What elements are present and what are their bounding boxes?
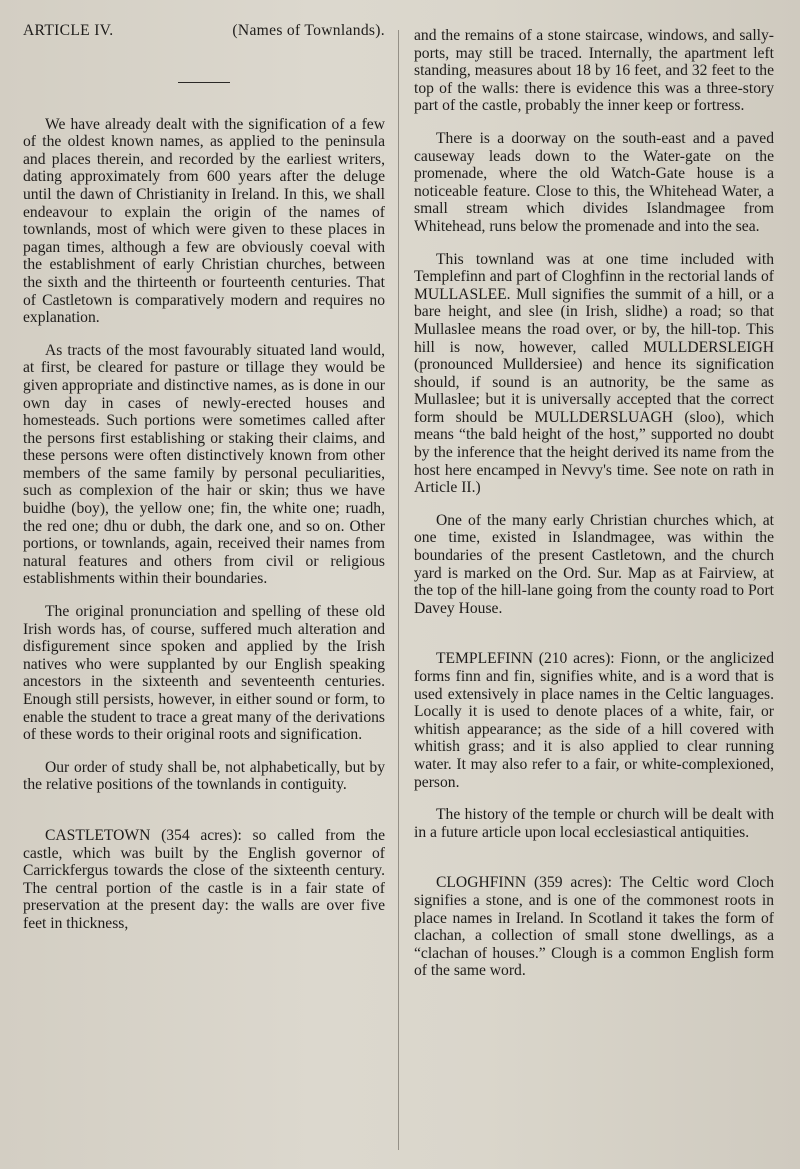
paragraph-templefinn: TEMPLEFINN (210 acres): Fionn, or the anglicized forms finn and fin, signifies white, and is a word that is used extensively in place names in the Celtic languages. Locally it is used to denote places of a white, fair, or whitish appearance; as the side of a hill covered with whitish grass; and it is also applied to clear running water. It may also refer to a fair, or white-complexioned, person.	[414, 650, 774, 791]
article-number: ARTICLE IV.	[23, 22, 114, 39]
paragraph-castletown: CASTLETOWN (354 acres): so called from the castle, which was built by the English governor of Carrickfergus towards the close of the sixteenth century. The central portion of the castle is in a fair state of preservation at the present day: the walls are over five feet in thickness,	[23, 826, 385, 932]
paragraph-pronunciation: The original pronunciation and spelling of these old Irish words has, of course, suffered much alteration and disfigurement since spoken and applied by the Irish natives who were supplanted by our English speaking ancestors in the sixteenth and seventeenth centuries. Enough still persists, however, in either sound or form, to enable the student to trace a great many of the derivations of these words to their original roots and signification.	[23, 603, 385, 744]
paragraph-cloghfinn: CLOGHFINN (359 acres): The Celtic word Cloch signifies a stone, and is one of the commonest roots in place names in Ireland. In Scotland it takes the form of clachan, a collection of small stone dwellings, as a “clachan of houses.” Clough is a common English form of the same word.	[414, 874, 774, 980]
section-gap	[23, 809, 385, 827]
paragraph-doorway: There is a doorway on the south-east and a paved causeway leads down to the Water-gate on the promenade, where the old Watch-Gate house is a noticeable feature. Close to this, the Whitehead Water, a small stream which divides Islandmagee from Whitehead, runs below the promenade and into the sea.	[414, 129, 774, 235]
paragraph-order: Our order of study shall be, not alphabetically, but by the relative positions of the townlands in contiguity.	[23, 758, 385, 794]
article-subject: (Names of Townlands).	[232, 22, 385, 39]
paragraph-castle-continued: and the remains of a stone staircase, windows, and sally-ports, may still be traced. Internally, the apartment left standing, measures about 18 by 16 feet, and 32 feet to the top of the walls: there is evidence this was a three-story part of the castle, probably the inner keep or fortress.	[414, 27, 774, 115]
article-heading	[23, 22, 385, 40]
right-column	[414, 27, 774, 995]
paragraph-tracts: As tracts of the most favourably situated land would, at first, be cleared for pasture or tillage they would be given appropriate and distinctive names, as is done in our own day in cases of newly-erected houses and homesteads. Such portions were sometimes called after the persons first establishing or staking their claims, and these persons were often distinctively known from other members of the same family by personal peculiarities, such as complexion of the hair or skin; thus we have buidhe (boy), the yellow one; fin, the white one; ruadh, the red one; dhu or dubh, the dark one, and so on. Other portions, or townlands, again, received their names from natural features and others from civil or religious establishments within their boundaries.	[23, 341, 385, 588]
paragraph-intro: We have already dealt with the signification of a few of the oldest known names, as applied to the peninsula and places therein, and recorded by the earliest writers, dating approximately from 600 years after the deluge until the dawn of Christianity in Ireland. In this, we shall endeavour to explain the origin of the names of townlands, most of which were given to these places in pagan times, although a few are obviously coeval with the establishment of early Christian churches, between the sixth and the thirteenth or fourteenth centuries. That of Castletown is comparatively modern and requires no explanation.	[23, 115, 385, 327]
column-divider	[398, 30, 399, 1150]
left-column	[23, 22, 385, 948]
paragraph-temple-history: The history of the temple or church will be dealt with in a future article upon local ecclesiastical antiquities.	[414, 806, 774, 841]
heading-divider	[178, 82, 230, 83]
paragraph-mullaslee: This townland was at one time included with Templefinn and part of Cloghfinn in the rectorial lands of MULLASLEE. Mull signifies the summit of a hill, or a bare height, and slee (in Irish, slidhe) a road; so that Mullaslee means the road over, or by, the hill-top. This hill is now, however, called MULLDERSLEIGH (pronounced Mulldersiee) and hence its signification should, if sound is an autnority, be the same as Mullaslee; but it is universally accepted that the correct form should be MULLDERSLUAGH (sloo), which means “the bald height of the host,” supported no doubt by the inference that the height derived its name from the host here encamped in Nevvy's time. See note on rath in Article II.)	[414, 250, 774, 497]
paragraph-church: One of the many early Christian churches which, at one time, existed in Islandmagee, was within the boundaries of the present Castletown, and the church yard is marked on the Ord. Sur. Map as at Fairview, at the top of the hill-lane going from the county road to Port Davey House.	[414, 511, 774, 617]
section-gap	[414, 632, 774, 650]
section-gap	[414, 856, 774, 874]
